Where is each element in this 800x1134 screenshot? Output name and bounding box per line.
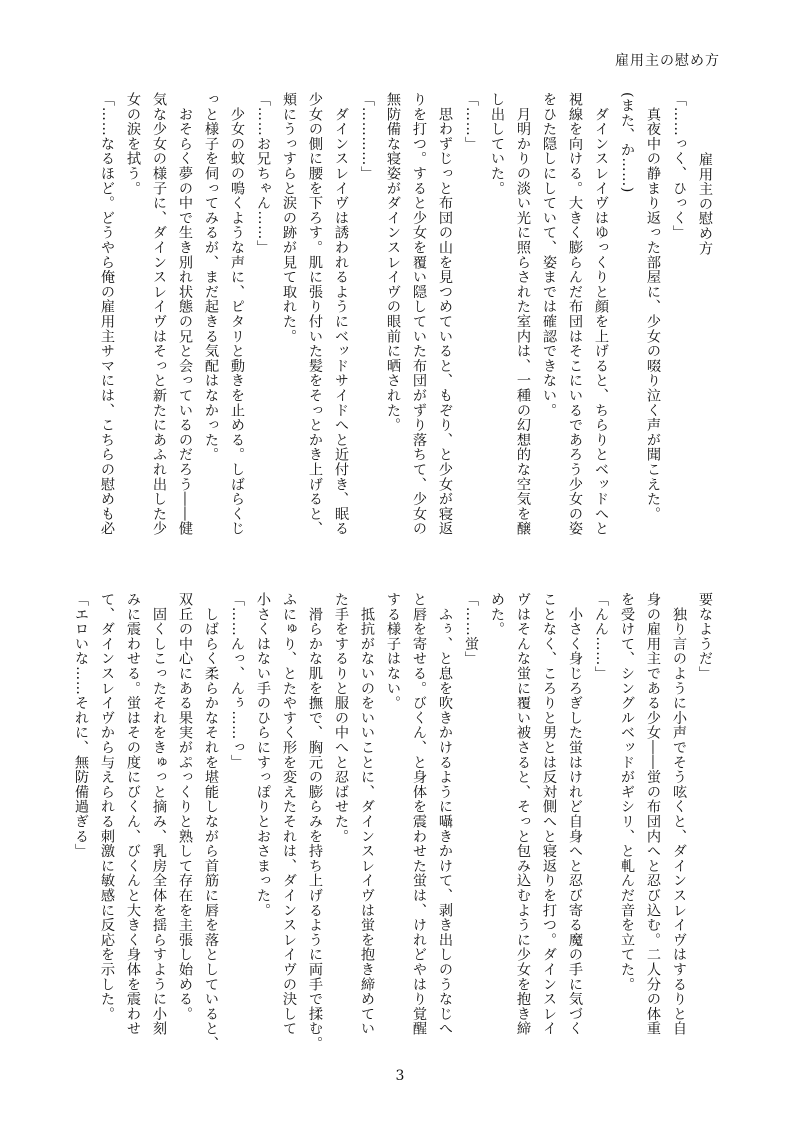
text-line: 「……蛍」 (463, 592, 479, 666)
text-line: 「……」 (463, 92, 479, 152)
lower-text-column (68, 592, 718, 1060)
text-line: 身の雇用主である少女――蛍の布団内へと忍び込む。二人分の体重 (645, 592, 661, 1036)
text-line: 要なようだ」 (697, 592, 713, 681)
text-line: を受けて、シングルベッドがギシリ、と軋んだ音を立てた。 (619, 592, 635, 992)
text-line: ふにゅり、とたやすく形を変えたそれは、ダインスレイヴの決して (281, 592, 297, 1036)
text-line: する様子はない。 (385, 592, 401, 711)
text-line: をひた隠しにしていて、姿までは確認できない。 (541, 92, 557, 418)
text-line: し出していた。 (489, 92, 505, 196)
text-line: 双丘の中心にある果実がぷっくりと熟して存在を主張し始める。 (177, 592, 193, 1022)
text-line: しばらく柔らかなそれを堪能しながら首筋に唇を落としていると、 (203, 592, 219, 1051)
text-line: て、ダインスレイヴから与えられる刺激に敏感に反応を示した。 (99, 592, 115, 1022)
text-line: ダインスレイヴはゆっくりと顔を上げると、ちらりとベッドへと (593, 92, 609, 536)
text-line: 思わずじっと布団の山を見つめていると、もぞり、と少女が寝返 (437, 92, 453, 536)
text-line: と唇を寄せる。びくん、と身体を震わせた蛍は、けれどやはり覚醒 (411, 592, 427, 1036)
text-line: 滑らかな肌を撫で、胸元の膨らみを持ち上げるように両手で揉む。 (307, 592, 323, 1051)
text-line: 小さく身じろぎした蛍はけれど自身へと忍び寄る魔の手に気づく (567, 592, 583, 1036)
text-line: ふぅ、と息を吹きかけるように囁きかけて、剥き出しのうなじへ (437, 592, 453, 1036)
text-line: みに震わせる。蛍はその度にびくん、びくんと大きく身体を震わせ (125, 592, 141, 1036)
text-line: 小さくはない手のひらにすっぽりとおさまった。 (255, 592, 271, 918)
text-line: 視線を向ける。大きく膨らんだ布団はそこにいるであろう少女の姿 (567, 92, 583, 536)
text-line: 固くしこったそれをきゅっと摘み、乳房全体を揺らすように小刻 (151, 592, 167, 1036)
text-line: ヴはそんな蛍に覆い被さると、そっと包み込むように少女を抱き締 (515, 592, 531, 1036)
text-line: 独り言のように小声でそう呟くと、ダインスレイヴはするりと自 (671, 592, 687, 1036)
text-line: た手をするりと服の中へと忍ばせた。 (333, 592, 349, 844)
text-line: (また、か……) (619, 92, 635, 194)
text-line: おそらく夢の中で生き別れ状態の兄と会っているのだろう――健 (177, 92, 193, 536)
text-line: 「…………」 (359, 92, 375, 181)
text-line: 頬にうっすらと涙の跡が見て取れた。 (281, 92, 297, 344)
text-line: ことなく、ころりと男とは反対側へと寝返りを打つ。ダインスレイ (541, 592, 557, 1036)
page-number: 3 (395, 1068, 405, 1084)
text-line: っと様子を伺ってみるが、まだ起きる気配はなかった。 (203, 92, 219, 462)
text-line: りを打つ。すると少女を覆い隠していた布団がずり落ちて、少女の (411, 92, 427, 536)
text-line: 月明かりの淡い光に照らされた室内は、一種の幻想的な空気を醸 (515, 92, 531, 536)
text-line: 「……っく、ひっく」 (671, 92, 687, 240)
text-line: 「エロいな……それに、無防備過ぎる」 (73, 592, 89, 859)
text-line: 「んん……」 (593, 592, 609, 681)
text-line: 「……んっ、んぅ……っ」 (229, 592, 245, 770)
text-line: 女の涙を拭う。 (125, 92, 141, 196)
running-header: 雇用主の慰め方 (615, 53, 720, 69)
text-line: 少女の蚊の鳴くような声に、ピタリと動きを止める。しばらくじ (229, 92, 245, 536)
text-line: 「……お兄ちゃん……」 (255, 92, 271, 255)
text-line: 無防備な寝姿がダインスレイヴの眼前に晒された。 (385, 92, 401, 433)
story-title: 雇用主の慰め方 (697, 152, 713, 256)
text-line: ダインスレイヴは誘われるようにベッドサイドへと近付き、眠る (333, 92, 349, 536)
text-line: めた。 (489, 592, 505, 637)
upper-text-column (68, 92, 718, 560)
text-line: 気な少女の様子に、ダインスレイヴはそっと新たにあふれ出した少 (151, 92, 167, 536)
text-line: 「……なるほど。どうやら俺の雇用主サマには、こちらの慰めも必 (99, 92, 115, 536)
text-line: 少女の側に腰を下ろす。肌に張り付いた髪をそっとかき上げると、 (307, 92, 323, 536)
text-line: 抵抗がないのをいいことに、ダインスレイヴは蛍を抱き締めてい (359, 592, 375, 1036)
text-line: 真夜中の静まり返った部屋に、少女の啜り泣く声が聞こえた。 (645, 92, 661, 522)
